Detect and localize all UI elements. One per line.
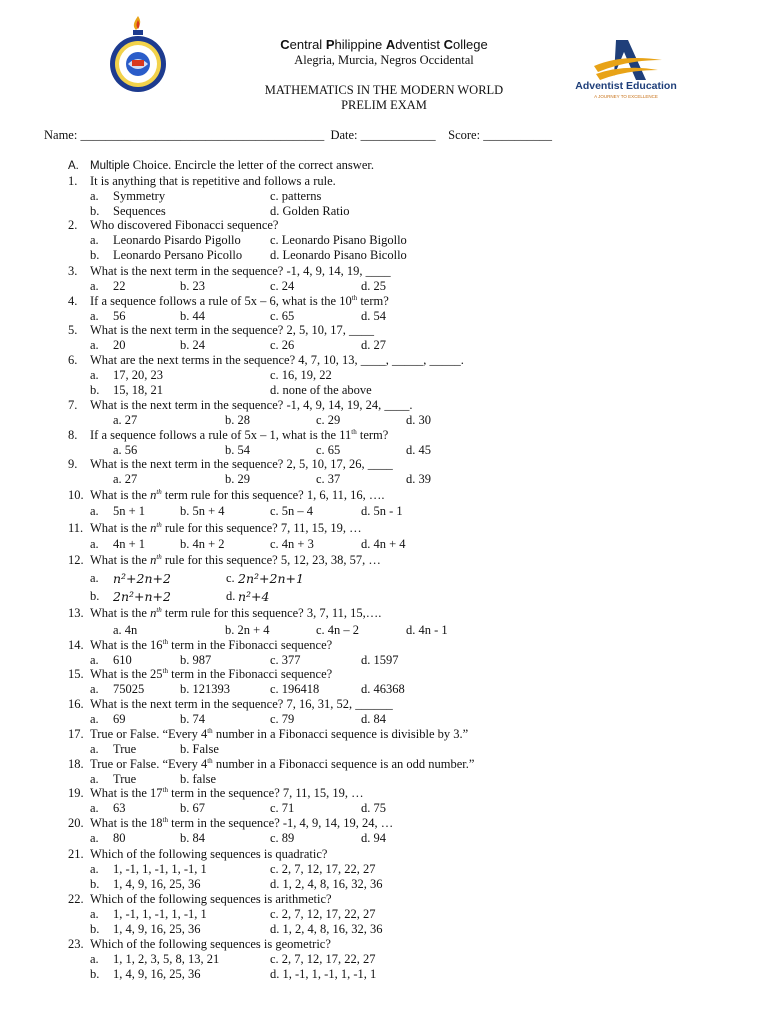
choice-text: 75025	[113, 682, 145, 696]
choice-text: d. 1, 2, 4, 8, 16, 32, 36	[270, 877, 383, 891]
question-number: 5.	[68, 323, 78, 337]
choice-letter: c.	[226, 571, 235, 585]
question-text: What is the next term in the sequence? 7, 16, 31, 52, ______	[90, 697, 393, 711]
choice-text: c. 26	[270, 338, 295, 352]
choice-text: True	[113, 742, 137, 756]
choice-text: 1, -1, 1, -1, 1, -1, 1	[113, 907, 207, 921]
choice-letter: b.	[90, 383, 100, 397]
choice-letter: a.	[90, 801, 99, 815]
choice-letter: a.	[90, 682, 99, 696]
question-text: What is the $n^{th}$ term rule for this sequence? 1, 6, 11, 16, ….	[90, 488, 385, 502]
choice-text: 63	[113, 801, 126, 815]
question-number: 6.	[68, 353, 78, 367]
question-number: 15.	[68, 667, 84, 681]
course-title: MATHEMATICS IN THE MODERN WORLD	[264, 83, 504, 97]
choice-text: d. 46368	[361, 682, 405, 696]
choice-text: 1, 4, 9, 16, 25, 36	[113, 922, 201, 936]
choice-letter: a.	[90, 309, 99, 323]
choice-text: d. 1597	[361, 653, 399, 667]
choice-text: 5n + 1	[113, 504, 146, 518]
name-date-score-line: Name: _______________________________________ Date: ____________ Score: ___________	[44, 128, 552, 142]
choice-text: 69	[113, 712, 126, 726]
choice-text: c. 89	[270, 831, 295, 845]
choice-text: b. 74	[180, 712, 205, 726]
nth-symbol: n	[150, 488, 157, 502]
choice-text: d. none of the above	[270, 383, 372, 397]
question-number: 13.	[68, 606, 84, 620]
choice-text: 56	[113, 309, 126, 323]
question-text: It is anything that is repetitive and follows a rule.	[90, 174, 336, 188]
college-name: Central Philippine Adventist College	[280, 37, 488, 52]
question-text: What is the 25th term in the Fibonacci sequence?	[90, 667, 333, 681]
choice-text: c. 196418	[270, 682, 320, 696]
choice-text: c. 37	[316, 472, 341, 486]
choice-text: d. 1, -1, 1, -1, 1, -1, 1	[270, 967, 377, 981]
nth-symbol: n	[150, 553, 157, 567]
question-text: What are the next terms in the sequence? 4, 7, 10, 13, ____, _____, _____.	[90, 353, 464, 367]
choice-text: 610	[113, 653, 132, 667]
question-text: Which of the following sequences is quadratic?	[90, 847, 328, 861]
choice-letter: a.	[90, 368, 99, 382]
choice-text: b. 29	[225, 472, 250, 486]
question-number: 4.	[68, 294, 78, 308]
choice-letter: a.	[90, 279, 99, 293]
choice-text: n²+4	[238, 589, 270, 604]
choice-text: d. 39	[406, 472, 431, 486]
question-number: 21.	[68, 847, 84, 861]
nth-symbol: n	[150, 606, 157, 620]
question-text: Who discovered Fibonacci sequence?	[90, 218, 279, 232]
question-number: 19.	[68, 786, 84, 800]
question-number: 12.	[68, 553, 84, 567]
question-text: What is the $n^{th}$ rule for this sequence? 7, 11, 15, 19, …	[90, 521, 362, 535]
choice-text: Leonardo Persano Picollo	[113, 248, 243, 262]
choice-text: c. 377	[270, 653, 301, 667]
choice-text: c. 4n – 2	[316, 623, 360, 637]
question-text: Which of the following sequences is arithmetic?	[90, 892, 332, 906]
choice-text: 2n²+n+2	[113, 589, 171, 604]
choice-letter: a.	[90, 338, 99, 352]
choice-text: b. 5n + 4	[180, 504, 225, 518]
question-text: What is the 17th term in the sequence? 7, 11, 15, 19, …	[90, 786, 364, 800]
choice-text: n²+2n+2	[113, 571, 171, 586]
choice-letter: b.	[90, 204, 100, 218]
choice-text: c. 2, 7, 12, 17, 22, 27	[270, 862, 376, 876]
choice-text: b. 2n + 4	[225, 623, 270, 637]
choice-text: c. 65	[270, 309, 295, 323]
college-address: Alegria, Murcia, Negros Occidental	[294, 53, 474, 67]
logo-text: Adventist Education	[575, 80, 677, 92]
question-text: What is the $n^{th}$ rule for this sequence? 5, 12, 23, 38, 57, …	[90, 553, 381, 567]
question-text: True or False. “Every 4th number in a Fibonacci sequence is an odd number.”	[90, 757, 475, 771]
choice-text: d. 5n - 1	[361, 504, 403, 518]
question-text: If a sequence follows a rule of 5x – 6, what is the 10th term?	[90, 294, 389, 308]
choice-text: d. Golden Ratio	[270, 204, 350, 218]
question-number: 23.	[68, 937, 84, 951]
choice-text: d. 4n + 4	[361, 537, 406, 551]
question-number: 7.	[68, 398, 78, 412]
choice-text: b. 24	[180, 338, 205, 352]
choice-text: c. 16, 19, 22	[270, 368, 332, 382]
choice-letter: a.	[90, 712, 99, 726]
question-number: 2.	[68, 218, 78, 232]
choice-text: 1, -1, 1, -1, 1, -1, 1	[113, 862, 207, 876]
choice-letter: b.	[90, 967, 100, 981]
exam-title: PRELIM EXAM	[341, 98, 427, 112]
choice-text: d. 45	[406, 443, 431, 457]
choice-text: b. 54	[225, 443, 250, 457]
choice-text: 15, 18, 21	[113, 383, 163, 397]
choice-letter: a.	[90, 504, 99, 518]
question-number: 14.	[68, 638, 84, 652]
choice-text: 80	[113, 831, 126, 845]
choice-text: d. 30	[406, 413, 431, 427]
choice-text: c. 2, 7, 12, 17, 22, 27	[270, 907, 376, 921]
choice-letter: b.	[90, 589, 100, 603]
choice-text: 2n²+2n+1	[238, 571, 304, 586]
choice-letter: a.	[90, 571, 99, 585]
question-text: What is the $n^{th}$ term rule for this sequence? 3, 7, 11, 15,….	[90, 606, 382, 620]
choice-letter: a.	[90, 831, 99, 845]
question-text: Which of the following sequences is geometric?	[90, 937, 331, 951]
choice-text: a. 27	[113, 413, 138, 427]
choice-letter: a.	[90, 537, 99, 551]
choice-letter: a.	[90, 742, 99, 756]
choice-text: c. 24	[270, 279, 295, 293]
nth-symbol: n	[150, 521, 157, 535]
question-number: 3.	[68, 264, 78, 278]
choice-text: d. 27	[361, 338, 386, 352]
choice-text: d. 94	[361, 831, 386, 845]
question-number: 22.	[68, 892, 84, 906]
choice-text: 1, 4, 9, 16, 25, 36	[113, 877, 201, 891]
question-text: What is the next term in the sequence? 2, 5, 10, 17, ____	[90, 323, 374, 337]
choice-text: c. 71	[270, 801, 295, 815]
choice-text: c. 29	[316, 413, 341, 427]
choice-text: b. 121393	[180, 682, 230, 696]
choice-text: b. 44	[180, 309, 205, 323]
question-text: What is the 18th term in the sequence? -1, 4, 9, 14, 19, 24, …	[90, 816, 394, 830]
choice-text: d. 1, 2, 4, 8, 16, 32, 36	[270, 922, 383, 936]
choice-text: 1, 1, 2, 3, 5, 8, 13, 21	[113, 952, 220, 966]
choice-text: 20	[113, 338, 126, 352]
choice-text: d. 4n - 1	[406, 623, 448, 637]
question-number: 16.	[68, 697, 84, 711]
choice-text: a. 4n	[113, 623, 138, 637]
choice-text: c. 79	[270, 712, 295, 726]
choice-text: d. 84	[361, 712, 386, 726]
choice-letter: b.	[90, 877, 100, 891]
choice-text: c. 4n + 3	[270, 537, 314, 551]
choice-letter: a.	[90, 772, 99, 786]
choice-text: b. 67	[180, 801, 205, 815]
choice-text: d. 75	[361, 801, 386, 815]
choice-text: c. 2, 7, 12, 17, 22, 27	[270, 952, 376, 966]
choice-text: a. 56	[113, 443, 138, 457]
choice-letter: a.	[90, 653, 99, 667]
question-number: 9.	[68, 457, 78, 471]
question-number: 20.	[68, 816, 84, 830]
choice-text: 4n + 1	[113, 537, 146, 551]
question-text: What is the 16th term in the Fibonacci sequence?	[90, 638, 333, 652]
choice-letter: b.	[90, 248, 100, 262]
choice-text: b. 84	[180, 831, 205, 845]
choice-text: b. 987	[180, 653, 212, 667]
question-text: True or False. “Every 4th number in a Fibonacci sequence is divisible by 3.”	[90, 727, 469, 741]
question-number: 1.	[68, 174, 78, 188]
question-number: 18.	[68, 757, 84, 771]
question-number: 8.	[68, 428, 78, 442]
question-number: 17.	[68, 727, 84, 741]
choice-text: c. Leonardo Pisano Bigollo	[270, 233, 407, 247]
choice-letter: d.	[226, 589, 236, 603]
question-text: What is the next term in the sequence? -1, 4, 9, 14, 19, ____	[90, 264, 391, 278]
choice-text: 22	[113, 279, 126, 293]
question-number: 11.	[68, 521, 84, 535]
choice-text: d. Leonardo Pisano Bicollo	[270, 248, 407, 262]
choice-text: b. 4n + 2	[180, 537, 225, 551]
choice-text: a. 27	[113, 472, 138, 486]
choice-text: b. false	[180, 772, 217, 786]
choice-text: True	[113, 772, 137, 786]
choice-text: b. 28	[225, 413, 250, 427]
choice-text: d. 25	[361, 279, 386, 293]
question-text: What is the next term in the sequence? 2, 5, 10, 17, 26, ____	[90, 457, 393, 471]
choice-text: b. 23	[180, 279, 205, 293]
choice-text: Sequences	[113, 204, 166, 218]
choice-letter: a.	[90, 862, 99, 876]
choice-text: 1, 4, 9, 16, 25, 36	[113, 967, 201, 981]
choice-text: Leonardo Pisardo Pigollo	[113, 233, 241, 247]
choice-letter: b.	[90, 922, 100, 936]
choice-text: c. 65	[316, 443, 341, 457]
choice-text: c. patterns	[270, 189, 322, 203]
choice-text: Symmetry	[113, 189, 166, 203]
choice-letter: a.	[90, 233, 99, 247]
choice-letter: a.	[90, 189, 99, 203]
logo-tagline: A JOURNEY TO EXCELLENCE	[594, 94, 658, 99]
question-text: If a sequence follows a rule of 5x – 1, what is the 11th term?	[90, 428, 389, 442]
question-text: What is the next term in the sequence? -1, 4, 9, 14, 19, 24, ____.	[90, 398, 413, 412]
choice-text: b. False	[180, 742, 219, 756]
question-number: 10.	[68, 488, 84, 502]
choice-text: 17, 20, 23	[113, 368, 163, 382]
choice-text: d. 54	[361, 309, 386, 323]
choice-letter: a.	[90, 907, 99, 921]
choice-text: c. 5n – 4	[270, 504, 314, 518]
choice-letter: a.	[90, 952, 99, 966]
section-heading: A. Multiple Choice. Encircle the letter of the correct answer.	[68, 158, 374, 172]
